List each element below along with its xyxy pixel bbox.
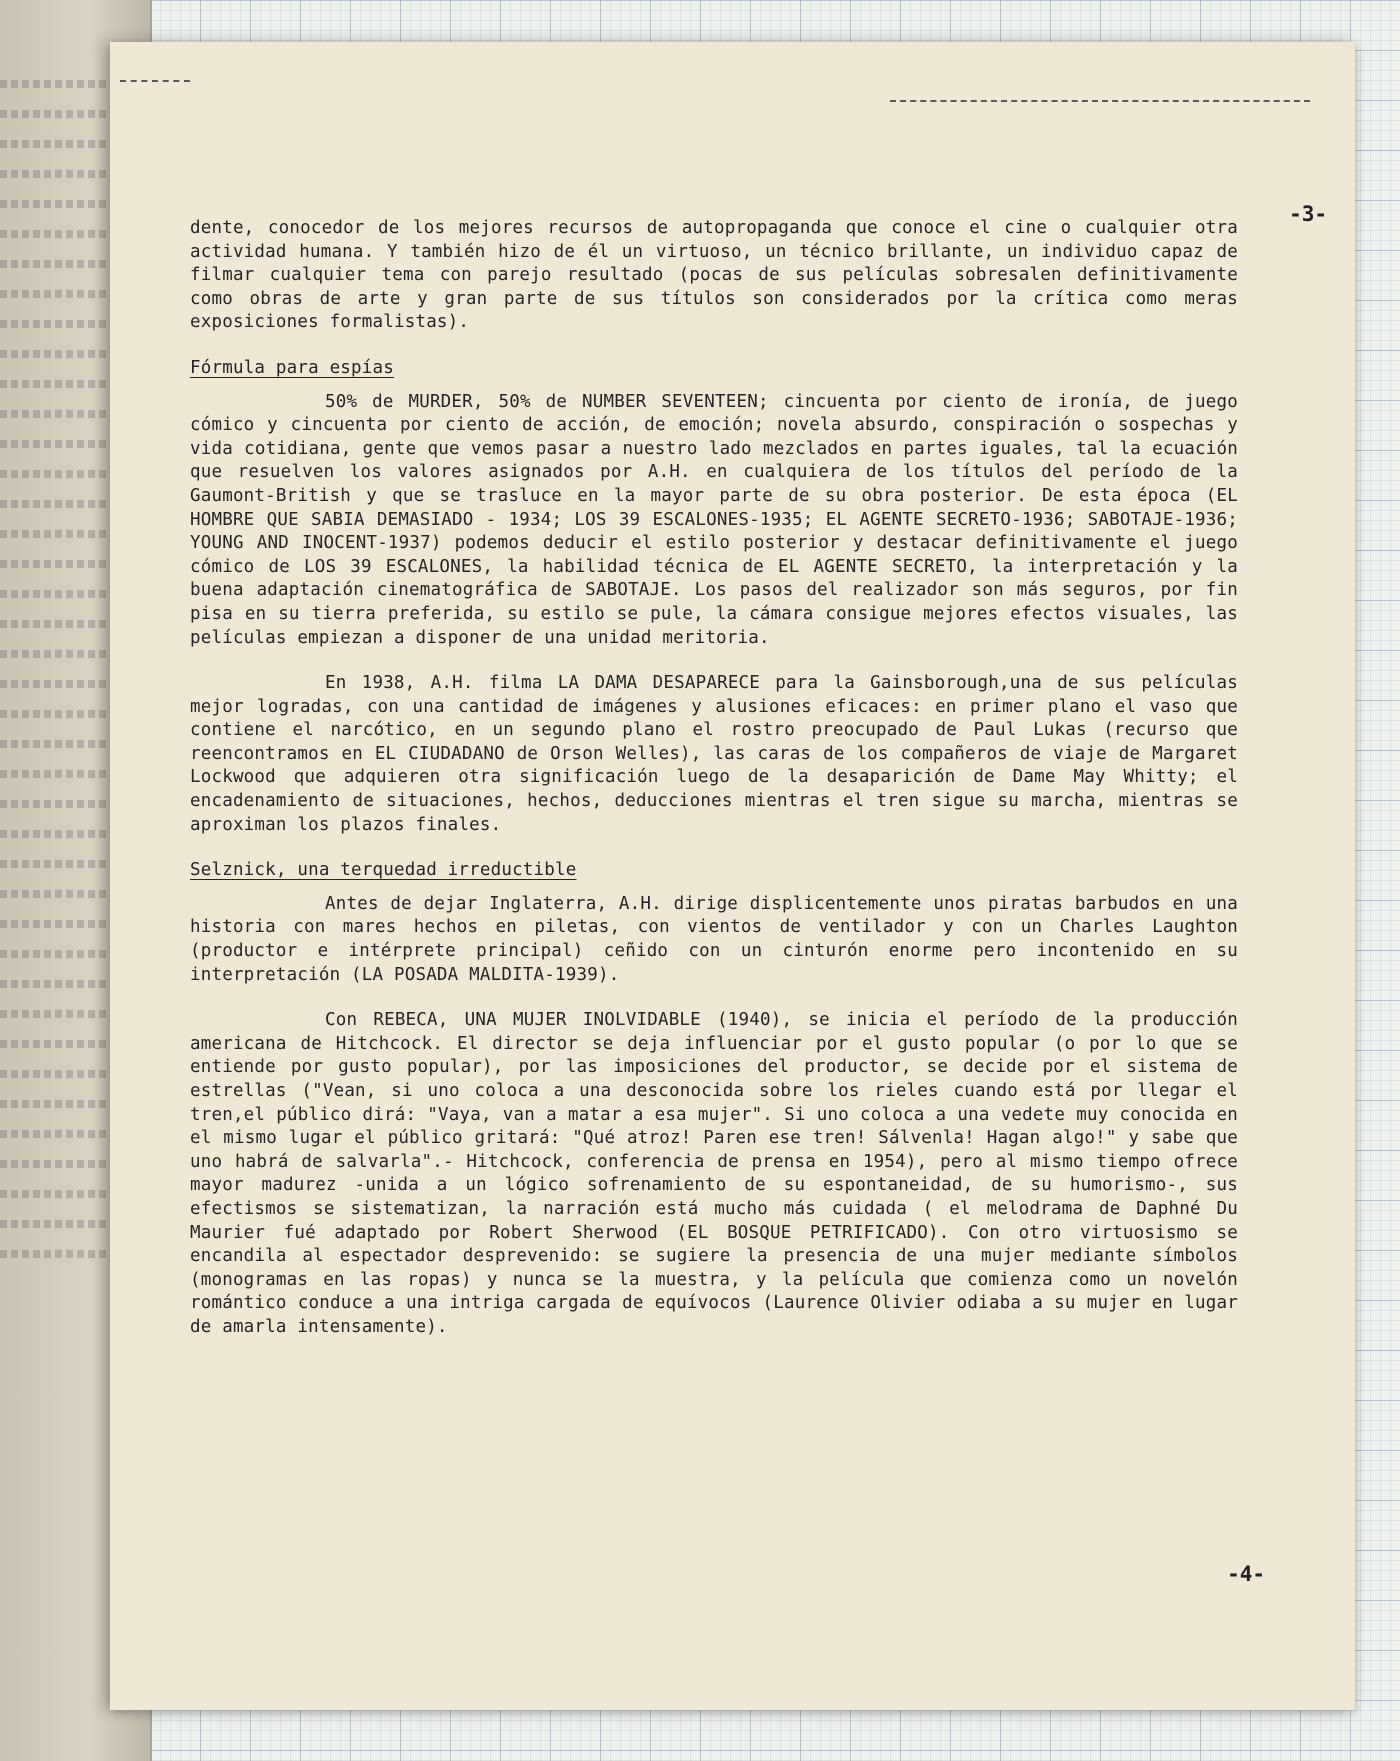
intro-paragraph: dente, conocedor de los mejores recursos de autopropaganda que conoce el cine o cualquier otra actividad humana. Y también hizo de él un virtuoso, un técnico brillante, un individuo capaz de filmar cualquier tema con parejo resultado (pocas de sus películas sobresalen definitivamente como obras de arte y gran parte de sus títulos son considerados por la crítica como meras exposiciones formalistas). [190, 218, 1238, 333]
body-paragraph: Con REBECA, UNA MUJER INOLVIDABLE (1940), se inicia el período de la producción americana de Hitchcock. El director se deja influenciar por el gusto popular (o por lo que se entiende por gusto popular), por las imposiciones del productor, se decide por el sistema de estrellas ("Vean, si uno coloca a una desconocida sobre los rieles cuando está por llegar el tren,el público dirá: "Vaya, van a matar a esa mujer". Si uno coloca a una vedete muy conocida en el mismo lugar el público gritará: "Qué atroz! Paren ese tren! Sálvenla! Hagan algo!" y sabe que uno habrá de salvarla".- Hitchcock, conferencia de prensa en 1954), pero al mismo tiempo ofrece mayor madurez -unida a un lógico sofrenamiento de su espontaneidad, de su humorismo-, sus efectismos se sistematizan, la narración está mucho más cuidada ( el melodrama de Daphné Du Maurier fué adaptado por Robert Sherwood (EL BOSQUE PETRIFICADO). Con otro virtuosismo se encandila al espectador desprevenido: se sugiere la presencia de una mujer mediante símbolos (monogramas en las ropas) y nunca se la muestra, y la película que comienza como un novelón romántico conduce a una intriga cargada de equívocos (Laurence Olivier odiaba a su mujer en lugar de amarla intensamente). [190, 1010, 1238, 1337]
body-paragraph: Antes de dejar Inglaterra, A.H. dirige displicentemente unos piratas barbudos en una historia con mares hechos en piletas, con vientos de ventilador y con un Charles Laughton (productor e intérprete principal) ceñido con un cinturón enorme pero incontenido en su interpretación (LA POSADA MALDITA-1939). [190, 893, 1238, 985]
page-number: -3- [1289, 202, 1327, 226]
pencil-mark [890, 100, 1310, 102]
body-paragraph: En 1938, A.H. filma LA DAMA DESAPARECE para la Gainsborough,una de sus películas mejor logradas, con una cantidad de imágenes y alusiones eficaces: en primer plano el vaso que contiene el narcótico, en un segundo plano el rostro preocupado de Paul Lukas (recurso que reencontramos en EL CIUDADANO de Orson Welles), las caras de los compañeros de viaje de Margaret Lockwood que adquieren otra significación luego de la desaparición de Dame May Whitty; el encadenamiento de situaciones, hechos, deducciones mientras el tren sigue su marcha, mientras se aproximan los plazos finales. [190, 673, 1238, 835]
page-body [190, 217, 1238, 1362]
section-heading: Selznick, una terquedad irreductible [190, 860, 577, 881]
pencil-mark [120, 80, 190, 82]
section-heading: Fórmula para espías [190, 357, 394, 378]
typewritten-page [110, 42, 1355, 1710]
next-page-marker: -4- [1227, 1562, 1265, 1586]
body-paragraph: 50% de MURDER, 50% de NUMBER SEVENTEEN; cincuenta por ciento de ironía, de juego cómico y cincuenta por ciento de acción, de emoción; novela absurdo, conspiración o sospechas y vida cotidiana, gente que vemos pasar a nuestro lado mezclados en partes iguales, tal la ecuación que resuelven los valores asignados por A.H. en cualquiera de los títulos del período de la Gaumont-British y que se trasluce en la mayor parte de su obra posterior. De esta época (EL HOMBRE QUE SABIA DEMASIADO - 1934; LOS 39 ESCALONES-1935; EL AGENTE SECRETO-1936; SABOTAJE-1936; YOUNG AND INOCENT-1937) podemos deducir el estilo posterior y destacar definitivamente el juego cómico de LOS 39 ESCALONES, la habilidad técnica de EL AGENTE SECRETO, la interpretación y la buena adaptación cinematográfica de SABOTAJE. Los pasos del realizador son más seguros, por fin pisa en su tierra preferida, su estilo se pule, la cámara consigue mejores efectos visuales, las películas empiezan a disponer de una unidad meritoria. [190, 391, 1238, 648]
